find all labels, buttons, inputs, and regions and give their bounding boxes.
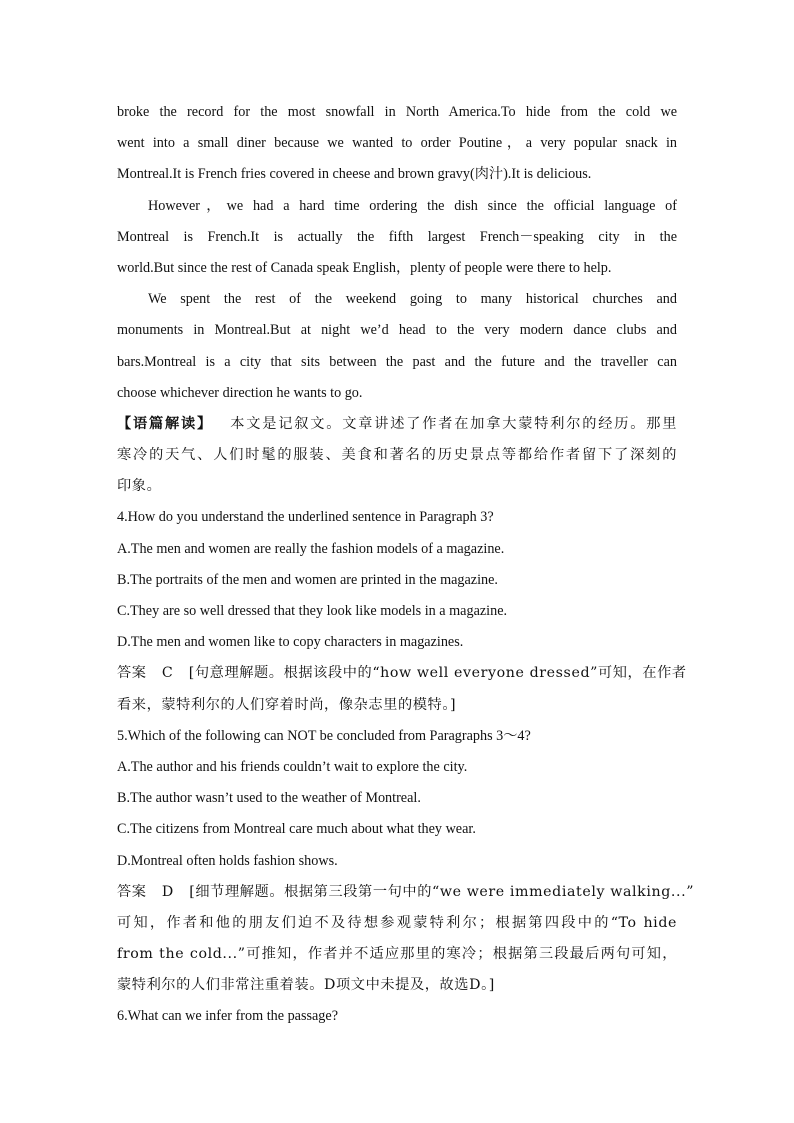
text-line: bars.Montreal is a city that sits between the past and the future and the traveller can	[117, 353, 677, 370]
passage-paragraph-3-end	[117, 97, 677, 191]
answer-letter: D	[161, 883, 174, 900]
option-c: C.The citizens from Montreal care much about what they wear.	[117, 821, 476, 838]
document-page	[117, 97, 695, 1033]
analysis-line: 印象。	[117, 478, 162, 495]
option-d: D.Montreal often holds fashion shows.	[117, 852, 338, 869]
text-line: world.But since the rest of Canada speak English，plenty of people were there to help.	[117, 259, 612, 276]
question-stem: 5.Which of the following can NOT be concluded from Paragraphs 3～4?	[117, 727, 531, 744]
text-line: We spent the rest of the weekend going to many historical churches and	[148, 291, 677, 308]
text-line: choose whichever direction he wants to go.	[117, 384, 363, 401]
answer-explanation-line: 蒙特利尔的人们非常注重着装。D项文中未提及，故选D。]	[117, 977, 495, 994]
option-d: D.The men and women like to copy characters in magazines.	[117, 634, 464, 651]
analysis-line	[117, 409, 677, 440]
text-line: broke the record for the most snowfall in North America.To hide from the cold we	[117, 104, 677, 120]
answer-line	[117, 658, 687, 689]
analysis-label: 【语篇解读】	[117, 415, 213, 432]
answer-label: 答案	[117, 883, 147, 900]
answer-explanation: [细节理解题。根据第三段第一句中的“we were immediately walking...”	[189, 883, 695, 900]
answer-explanation-line: 看来，蒙特利尔的人们穿着时尚，像杂志里的模特。]	[117, 696, 457, 713]
question-6	[117, 1001, 677, 1032]
option-a: A.The men and women are really the fashion models of a magazine.	[117, 540, 505, 557]
text-line: However，we had a hard time ordering the dish since the official language of	[148, 197, 677, 214]
analysis-line: 寒冷的天气、人们时髦的服装、美食和著名的历史景点等都给作者留下了深刻的	[117, 447, 677, 464]
answer-label: 答案	[117, 665, 147, 682]
answer-line	[117, 877, 695, 908]
analysis-text: 本文是记叙文。文章讲述了作者在加拿大蒙特利尔的经历。那里	[229, 415, 677, 432]
text-line: went into a small diner because we wanted to order Poutine，a very popular snack in	[117, 135, 677, 152]
passage-paragraph-5	[117, 284, 677, 409]
option-b: B.The portraits of the men and women are printed in the magazine.	[117, 571, 498, 588]
discourse-analysis	[117, 409, 677, 503]
answer-explanation: [句意理解题。根据该段中的“how well everyone dressed”可知，在作者	[188, 665, 687, 682]
answer-explanation-line: 可知，作者和他的朋友们迫不及待想参观蒙特利尔；根据第四段中的“To hide	[117, 914, 677, 931]
option-b: B.The author wasn’t used to the weather of Montreal.	[117, 790, 421, 807]
question-stem: 6.What can we infer from the passage?	[117, 1008, 338, 1025]
answer-explanation-line: from the cold...”可推知，作者并不适应那里的寒冷；根据第三段最后两句可知，	[117, 946, 677, 963]
passage-paragraph-4	[117, 191, 677, 285]
text-line: monuments in Montreal.But at night we’d head to the very modern dance clubs and	[117, 322, 677, 339]
question-5	[117, 721, 695, 1002]
text-line: Montreal is French.It is actually the fifth largest French－speaking city in the	[117, 228, 677, 245]
option-a: A.The author and his friends couldn’t wait to explore the city.	[117, 758, 468, 775]
option-c: C.They are so well dressed that they look like models in a magazine.	[117, 603, 508, 619]
question-stem: 4.How do you understand the underlined sentence in Paragraph 3?	[117, 509, 494, 526]
text-line: Montreal.It is French fries covered in cheese and brown gravy(肉汁).It is delicious.	[117, 166, 592, 183]
question-4	[117, 502, 687, 720]
answer-letter: C	[161, 665, 174, 682]
